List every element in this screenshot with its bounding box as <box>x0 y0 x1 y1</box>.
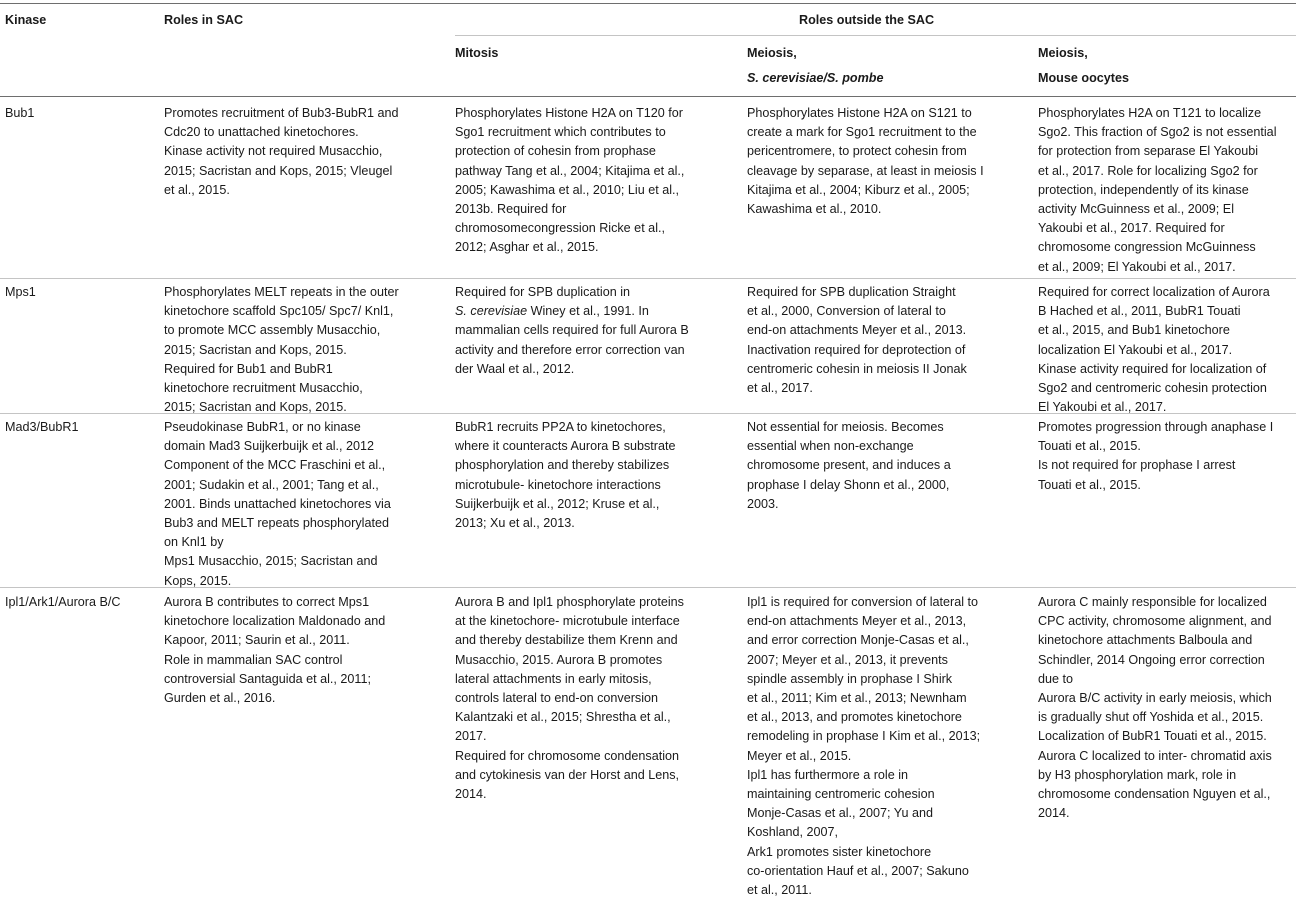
meiosis-oocyte-role <box>1038 104 1296 277</box>
roles-in-sac <box>164 104 452 200</box>
cell-text-line: et al., 2015, and Bub1 kinetochore <box>1038 323 1230 338</box>
cell-text-line: et al., 2017. Role for localizing Sgo2 for <box>1038 163 1258 178</box>
cell-text-line: Promotes progression through anaphase I <box>1038 420 1274 434</box>
roles-in-sac <box>164 593 452 708</box>
cell-text-line: where it counteracts Aurora B substrate <box>455 439 676 454</box>
cell-text-line: spindle assembly in prophase I Shirk <box>747 671 953 686</box>
meiosis-yeast-role <box>747 593 1037 900</box>
meiosis-yeast-role <box>747 104 1037 219</box>
cell-text-line: remodeling in prophase I Kim et al., 2013; <box>747 729 981 744</box>
cell-text-line: end-on attachments Meyer et al., 2013. <box>747 323 967 338</box>
cell-text-line: B Hached et al., 2011, BubR1 Touati <box>1038 304 1241 319</box>
cell-text-line: Touati et al., 2015. <box>1038 477 1141 492</box>
cell-text-line: Sgo2 and centromeric cohesin protection <box>1038 381 1267 396</box>
cell-text-line: controls lateral to end-on conversion <box>455 691 659 706</box>
cell-text-line: Musacchio, 2015. Aurora B promotes <box>455 652 663 667</box>
cell-text-line: kinetochore scaffold Spc105/ Spc7/ Knl1, <box>164 304 394 319</box>
cell-text-line: Touati et al., 2015. <box>1038 439 1141 454</box>
cell-text-line: Koshland, 2007, <box>747 825 839 840</box>
cell-text-line: pathway Tang et al., 2004; Kitajima et al., <box>455 163 685 178</box>
meiosis-yeast-role <box>747 283 1037 398</box>
cell-text-line: essential when non-exchange <box>747 439 914 454</box>
cell-text-line: 2013; Xu et al., 2013. <box>455 516 575 531</box>
cell-text-line: Aurora C localized to inter- chromatid axis <box>1038 748 1272 763</box>
cell-text-line: prophase I delay Shonn et al., 2000, <box>747 477 950 492</box>
cell-text-line: Kalantzaki et al., 2015; Shrestha et al., <box>455 710 671 725</box>
cell-text-line: 2017. <box>455 729 487 744</box>
meiosis-oocyte-role <box>1038 593 1296 823</box>
header-mitosis: Mitosis <box>455 46 499 60</box>
header-meiosis-yeast-species: S. cerevisiae/S. pombe <box>747 71 884 86</box>
cell-text-line: mammalian cells required for full Aurora B <box>455 323 689 338</box>
cell-text-line: activity McGuinness et al., 2009; El <box>1038 202 1234 217</box>
cell-text-line: Gurden et al., 2016. <box>164 691 276 706</box>
cell-text-line: protection of cohesin from prophase <box>455 144 656 159</box>
cell-text-line: Phosphorylates Histone H2A on S121 to <box>747 106 972 120</box>
kinase-name: Mad3/BubR1 <box>5 420 79 434</box>
meiosis-oocyte-role <box>1038 418 1296 495</box>
cell-text-line: Kawashima et al., 2010. <box>747 202 882 217</box>
cell-text-line: 2014. <box>455 787 487 802</box>
cell-text-line: at the kinetochore- microtubule interface <box>455 614 680 629</box>
cell-text-line: S. cerevisiae Winey et al., 1991. In <box>455 304 649 319</box>
cell-text-line: Required for correct localization of Aurora <box>1038 285 1270 299</box>
cell-text-line: Aurora B and Ipl1 phosphorylate proteins <box>455 595 684 609</box>
cell-text-line: 2001; Sudakin et al., 2001; Tang et al., <box>164 477 379 492</box>
cell-text-line: activity and therefore error correction van <box>455 342 685 357</box>
cell-text-line: and thereby destabilize them Krenn and <box>455 633 678 648</box>
cell-text-line: Meyer et al., 2015. <box>747 748 852 763</box>
mitosis-role <box>455 283 745 379</box>
cell-text-line: et al., 2011. <box>747 883 812 898</box>
meiosis-yeast-role <box>747 418 1037 514</box>
cell-text-line: 2003. <box>747 496 779 511</box>
header-subrule <box>455 35 1296 36</box>
cell-text-line: phosphorylation and thereby stabilizes <box>455 458 670 473</box>
cell-text-line: Component of the MCC Fraschini et al., <box>164 458 386 473</box>
cell-text-line: end-on attachments Meyer et al., 2013, <box>747 614 967 629</box>
cell-text-line: pericentromere, to protect cohesin from <box>747 144 967 159</box>
cell-text-line: Is not required for prophase I arrest <box>1038 458 1236 473</box>
cell-text-line: cleavage by separase, at least in meiosis I <box>747 163 984 178</box>
cell-text-line: El Yakoubi et al., 2017. <box>1038 400 1167 415</box>
cell-text-line: et al., 2011; Kim et al., 2013; Newnham <box>747 691 967 706</box>
cell-text-line: 2007; Meyer et al., 2013, it prevents <box>747 652 948 667</box>
header-meiosis-yeast-line1: Meiosis, <box>747 46 797 60</box>
cell-text-line: kinetochore attachments Balboula and <box>1038 633 1253 648</box>
cell-text-line: is gradually shut off Yoshida et al., 2015. <box>1038 710 1264 725</box>
cell-text-line: Inactivation required for deprotection of <box>747 342 966 357</box>
row-divider-mps1 <box>0 278 1296 279</box>
cell-text-line: by H3 phosphorylation mark, role in <box>1038 767 1237 782</box>
cell-text-line: protection, independently of its kinase <box>1038 182 1249 197</box>
cell-text-line: et al., 2000, Conversion of lateral to <box>747 304 946 319</box>
cell-text-line: et al., 2017. <box>747 381 813 396</box>
cell-text-line: controversial Santaguida et al., 2011; <box>164 671 371 686</box>
cell-text-line: 2015; Sacristan and Kops, 2015; Vleugel <box>164 163 393 178</box>
cell-text-line: lateral attachments in early mitosis, <box>455 671 652 686</box>
cell-text-line: Kapoor, 2011; Saurin et al., 2011. <box>164 633 350 648</box>
cell-text-line: der Waal et al., 2012. <box>455 361 575 376</box>
cell-text-line: due to <box>1038 671 1074 686</box>
cell-text-line: chromosome congression McGuinness <box>1038 240 1256 255</box>
cell-text-line: Suijkerbuijk et al., 2012; Kruse et al., <box>455 496 660 511</box>
cell-text-line: Phosphorylates H2A on T121 to localize <box>1038 106 1262 120</box>
roles-in-sac <box>164 283 452 417</box>
cell-text-line: chromosome present, and induces a <box>747 458 951 473</box>
cell-text-line: for protection from separase El Yakoubi <box>1038 144 1259 159</box>
cell-text-line: 2005; Kawashima et al., 2010; Liu et al., <box>455 182 680 197</box>
cell-text-line: Promotes recruitment of Bub3-BubR1 and <box>164 106 399 120</box>
cell-text-line: 2014. <box>1038 806 1070 821</box>
cell-text-line: co-orientation Hauf et al., 2007; Sakuno <box>747 863 969 878</box>
cell-text-line: et al., 2015. <box>164 182 230 197</box>
cell-text-line: Aurora B contributes to correct Mps1 <box>164 595 370 609</box>
cell-text-line: BubR1 recruits PP2A to kinetochores, <box>455 420 666 434</box>
cell-text-line: Phosphorylates MELT repeats in the outer <box>164 285 399 299</box>
cell-text-line: Kops, 2015. <box>164 573 232 588</box>
cell-text-line: Ipl1 is required for conversion of lateral to <box>747 595 979 609</box>
cell-text-line: Localization of BubR1 Touati et al., 2015. <box>1038 729 1267 744</box>
cell-text-line: Required for chromosome condensation <box>455 748 680 763</box>
cell-text-line: localization El Yakoubi et al., 2017. <box>1038 342 1233 357</box>
cell-text-line: Kinase activity not required Musacchio, <box>164 144 383 159</box>
kinase-name: Bub1 <box>5 106 35 120</box>
header-meiosis-oocyte-line1: Meiosis, <box>1038 46 1088 60</box>
table-top-rule <box>0 3 1296 4</box>
mitosis-role <box>455 593 745 804</box>
cell-text-line: centromeric cohesin in meiosis II Jonak <box>747 361 967 376</box>
header-roles-outside: Roles outside the SAC <box>799 13 935 27</box>
cell-text-line: Mps1 Musacchio, 2015; Sacristan and <box>164 554 378 569</box>
cell-text-line: Pseudokinase BubR1, or no kinase <box>164 420 361 434</box>
cell-text-line: Sgo1 recruitment which contributes to <box>455 125 666 140</box>
cell-text-line: microtubule- kinetochore interactions <box>455 477 661 492</box>
roles-in-sac <box>164 418 452 591</box>
kinase-name: Ipl1/Ark1/Aurora B/C <box>5 595 121 609</box>
cell-text-line: Required for SPB duplication in <box>455 285 631 299</box>
header-meiosis-oocyte-line2: Mouse oocytes <box>1038 71 1129 86</box>
cell-text-line: et al., 2013, and promotes kinetochore <box>747 710 962 725</box>
cell-text-line: domain Mad3 Suijkerbuijk et al., 2012 <box>164 439 375 454</box>
mitosis-role <box>455 104 745 258</box>
cell-text-line: Ark1 promotes sister kinetochore <box>747 844 932 859</box>
cell-text-line: on Knl1 by <box>164 535 224 550</box>
cell-text-line: 2012; Asghar et al., 2015. <box>455 240 599 255</box>
cell-text-line: chromosomecongression Ricke et al., <box>455 221 665 236</box>
cell-text-line: Required for SPB duplication Straight <box>747 285 956 299</box>
cell-text-line: 2015; Sacristan and Kops, 2015. <box>164 342 347 357</box>
header-meiosis-yeast <box>747 44 1037 88</box>
cell-text-line: kinetochore localization Maldonado and <box>164 614 386 629</box>
cell-text-line: Role in mammalian SAC control <box>164 652 343 667</box>
meiosis-oocyte-role <box>1038 283 1296 417</box>
cell-text-line: kinetochore recruitment Musacchio, <box>164 381 363 396</box>
cell-text-line: create a mark for Sgo1 recruitment to the <box>747 125 977 140</box>
cell-text-line: CPC activity, chromosome alignment, and <box>1038 614 1272 629</box>
header-kinase: Kinase <box>5 13 47 27</box>
header-roles-sac: Roles in SAC <box>164 13 244 27</box>
cell-text-line: Phosphorylates Histone H2A on T120 for <box>455 106 683 120</box>
cell-text-line: and cytokinesis van der Horst and Lens, <box>455 767 680 782</box>
cell-text-line: Aurora C mainly responsible for localized <box>1038 595 1267 609</box>
kinase-name: Mps1 <box>5 285 36 299</box>
header-bottom-rule <box>0 96 1296 97</box>
cell-text-line: Schindler, 2014 Ongoing error correction <box>1038 652 1265 667</box>
cell-text-line: chromosome condensation Nguyen et al., <box>1038 787 1271 802</box>
cell-text-line: Sgo2. This fraction of Sgo2 is not essential <box>1038 125 1277 140</box>
cell-text-line: Aurora B/C activity in early meiosis, which <box>1038 691 1272 706</box>
mitosis-role <box>455 418 745 533</box>
header-meiosis-oocyte <box>1038 44 1296 88</box>
cell-text-line: Yakoubi et al., 2017. Required for <box>1038 221 1225 236</box>
cell-text-line: Not essential for meiosis. Becomes <box>747 420 944 434</box>
cell-text-line: Monje-Casas et al., 2007; Yu and <box>747 806 933 821</box>
cell-text-line: maintaining centromeric cohesion <box>747 787 935 802</box>
cell-text-line: Cdc20 to unattached kinetochores. <box>164 125 359 140</box>
cell-text-line: Required for Bub1 and BubR1 <box>164 361 333 376</box>
cell-text-line: to promote MCC assembly Musacchio, <box>164 323 381 338</box>
cell-text-line: 2013b. Required for <box>455 202 567 217</box>
cell-text-line: Kinase activity required for localization of <box>1038 361 1267 376</box>
cell-text-line: et al., 2009; El Yakoubi et al., 2017. <box>1038 259 1236 274</box>
cell-text-line: Bub3 and MELT repeats phosphorylated <box>164 516 389 531</box>
cell-text-line: 2015; Sacristan and Kops, 2015. <box>164 400 347 415</box>
cell-text-line: and error correction Monje-Casas et al., <box>747 633 969 648</box>
cell-text-line: Kitajima et al., 2004; Kiburz et al., 2005; <box>747 182 970 197</box>
cell-text-line: 2001. Binds unattached kinetochores via <box>164 496 391 511</box>
cell-text-line: Ipl1 has furthermore a role in <box>747 767 909 782</box>
